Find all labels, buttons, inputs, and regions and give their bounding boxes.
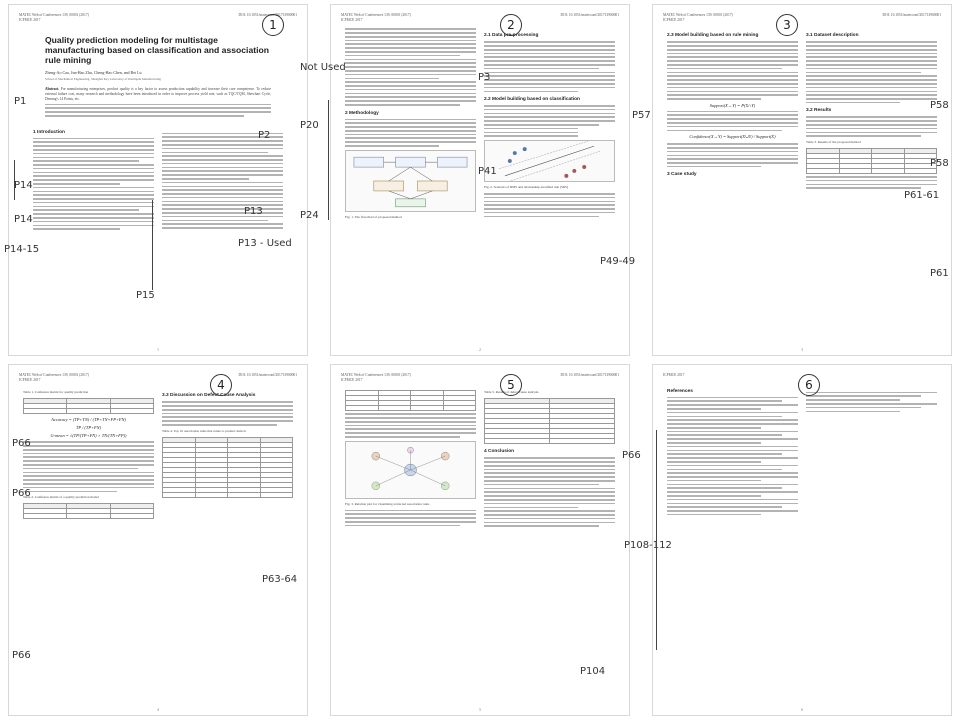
text-block [162,133,283,229]
journal-name: MATEC Web of Conferences 139, 00001 (2017) [19,13,89,17]
page-number-circle: 3 [776,14,798,36]
conference-name: ICFMCE 2017 [19,17,41,22]
margin-note: P104 [580,666,606,677]
margin-note: P24 [300,210,319,221]
equation-support: Support(X→Y) = P(X∩Y) [709,102,756,108]
figure-caption: Fig. 2. Scenario of RMS and relationship-stratified rule (SRS) [484,184,569,189]
running-header [341,13,619,22]
page-number: 4 [157,708,159,712]
page-number-circle: 4 [210,374,232,396]
margin-note: P61-61 [904,190,940,201]
margin-note: P57 [632,110,651,121]
text-block [667,143,798,167]
conference-name: ICFMCE 2017 [19,377,41,382]
journal-name: MATEC Web of Conferences 139, 00001 (2017) [341,373,411,377]
section-heading: References [667,388,693,394]
margin-note: P15 [136,290,155,301]
margin-note: P14 [14,180,33,191]
paper-page-1 [8,4,308,356]
section-heading: 2.1 Data pre-processing [484,33,539,39]
margin-bracket [152,200,153,290]
margin-note: Not Used [300,62,346,73]
text-block [162,401,293,425]
page-number-circle: 5 [500,374,522,396]
page-number: 5 [479,708,481,712]
svm-graphic [485,141,614,181]
section-heading: 3.2 Results [806,108,832,114]
paper-page-6 [652,364,952,716]
figure-caption: Fig. 3. Relation plot for visualizing extracted association rules [345,501,430,506]
doi: DOI: 10.1051/matecconf/201713900001 [238,13,297,17]
table-caption: Table 5. Results of defect cause analysis [484,390,539,395]
table-caption: Table 1. Confusion matrix for quality prediction [23,390,89,395]
section-heading: 3.3 Discussion on Defect Cause Analysis [162,393,256,399]
section-heading: 3 Case study [667,172,697,178]
margin-note: P58 [930,100,949,111]
text-block [345,510,476,527]
conference-name: ICFMCE 2017 [663,373,685,377]
section-heading: 3.1 Dataset description [806,33,859,39]
text-block [484,105,615,137]
margin-bracket [14,160,15,200]
abstract-label: Abstract. [45,87,60,92]
margin-note: P13 [244,206,263,217]
equation-accuracy: Accuracy = (TP+TN) / (TP+TN+FP+FN) [51,417,126,423]
doi: DOI: 10.1051/matecconf/201713900001 [560,13,619,17]
page-number-circle: 2 [500,14,522,36]
results-table [806,148,937,174]
text-block [484,457,615,527]
equation-recall: TP / (TP+FN) [75,425,102,431]
margin-note: P49-49 [600,256,636,267]
text-block [484,193,615,217]
doi: DOI: 10.1051/matecconf/201713900001 [560,373,619,377]
margin-note: P66 [12,488,31,499]
text-block [345,119,476,147]
confusion-matrix-table [23,398,154,414]
margin-note: P63-64 [262,574,298,585]
running-header [19,373,297,382]
margin-note: P41 [478,166,497,177]
margin-note: P66 [622,450,641,461]
reference-list [667,397,798,516]
journal-name: MATEC Web of Conferences 139, 00001 (2017) [663,13,733,17]
doi: DOI: 10.1051/matecconf/201713900001 [882,13,941,17]
paper-title: Quality prediction modeling for multistage manufacturing based on classification and association rule mining [45,35,269,66]
running-header [663,13,941,22]
flowchart-figure [345,150,476,212]
text-block [667,41,798,99]
margin-note: P14-15 [4,244,40,255]
running-header [341,373,619,382]
conference-name: ICFMCE 2017 [341,17,363,22]
margin-note: P20 [300,120,319,131]
relation-plot-figure [345,441,476,499]
section-heading: 1 Introduction [33,129,65,135]
conference-name: ICFMCE 2017 [341,377,363,382]
journal-name: MATEC Web of Conferences 139, 00001 (2017) [19,373,89,377]
margin-note: P1 [14,96,27,107]
text-block [345,28,476,105]
paper-affiliation: School of Mechanical Engineering, Shanghai Key Laboratory of Intelligent Manufacturing [45,76,161,81]
margin-note: P108-112 [624,540,672,551]
page-number: 2 [479,348,481,352]
table-caption: Table 4. Top 10 association rules that relate to product defects [162,428,246,433]
margin-note: P58 [930,158,949,169]
section-heading: 2.2 Model building based on classification [484,97,580,103]
table-caption: Table 2. Confusion matrix of a quality prediction model [23,495,99,500]
conference-name: ICFMCE 2017 [663,17,685,22]
margin-bracket [656,430,657,650]
margin-note: P66 [12,650,31,661]
page-number-circle: 6 [798,374,820,396]
abstract-lines [45,104,271,117]
section-heading: 2 Methodology [345,110,379,116]
equation-gmean: G-mean = √(TP/(TP+FN) × TN/(TN+FP)) [50,433,127,439]
section-heading: 2.3 Model building based on rule mining [667,33,759,39]
margin-note: P61 [930,268,949,279]
paper-page-2 [330,4,630,356]
defect-cause-table [484,398,615,444]
paper-page-5 [330,364,630,716]
margin-note: P3 [478,72,491,83]
paper-page-3 [652,4,952,356]
text-block [806,116,937,137]
text-block [33,138,154,230]
table-caption: Table 3. Results of the proposed method [806,139,861,144]
page-number: 1 [157,348,159,352]
page-number: 3 [801,348,803,352]
text-block [806,176,937,189]
rules-table-continued [345,390,476,411]
abstract-text: For manufacturing enterprises, product quality is a key factor to assess production capability and increase their core competence. To reduce external failure cost, many research and methodology have been introduced in order to improve process yield rate, such as TQC/TQM, Shewhart Cycle, Deming's 14 Points, etc. [45,87,271,101]
page-number: 6 [801,708,803,712]
doi: DOI: 10.1051/matecconf/201713900001 [238,373,297,377]
relation-plot-graphic [346,442,475,498]
flowchart-graphic [346,151,475,211]
running-header [19,13,297,22]
paper-page-4 [8,364,308,716]
margin-note: P13 - Used [238,238,292,249]
margin-note: P14 [14,214,33,225]
text-block [345,413,476,437]
figure-caption: Fig. 1. The flowchart of proposed method [345,214,402,219]
margin-bracket [328,100,329,220]
margin-note: P66 [12,438,31,449]
prediction-matrix-table [23,503,154,519]
svm-figure [484,140,615,182]
association-rules-table [162,437,293,498]
equation-confidence: Confidence(X→Y) = Support(X∪Y) / Support(X) [689,134,776,140]
text-block [667,111,798,132]
journal-name: MATEC Web of Conferences 139, 00001 (2017) [341,13,411,17]
reference-list [806,392,937,413]
paper-abstract [45,87,271,116]
margin-note: P2 [258,130,271,141]
text-block [23,441,154,492]
text-block [806,41,937,103]
page-number-circle: 1 [262,14,284,36]
text-block [484,41,615,92]
paper-authors: Zheng-Ao Cao, Jun-Hao Zhu, Cheng-Hao Chen, and Bei Lu [45,69,142,75]
section-heading: 4 Conclusion [484,449,515,455]
